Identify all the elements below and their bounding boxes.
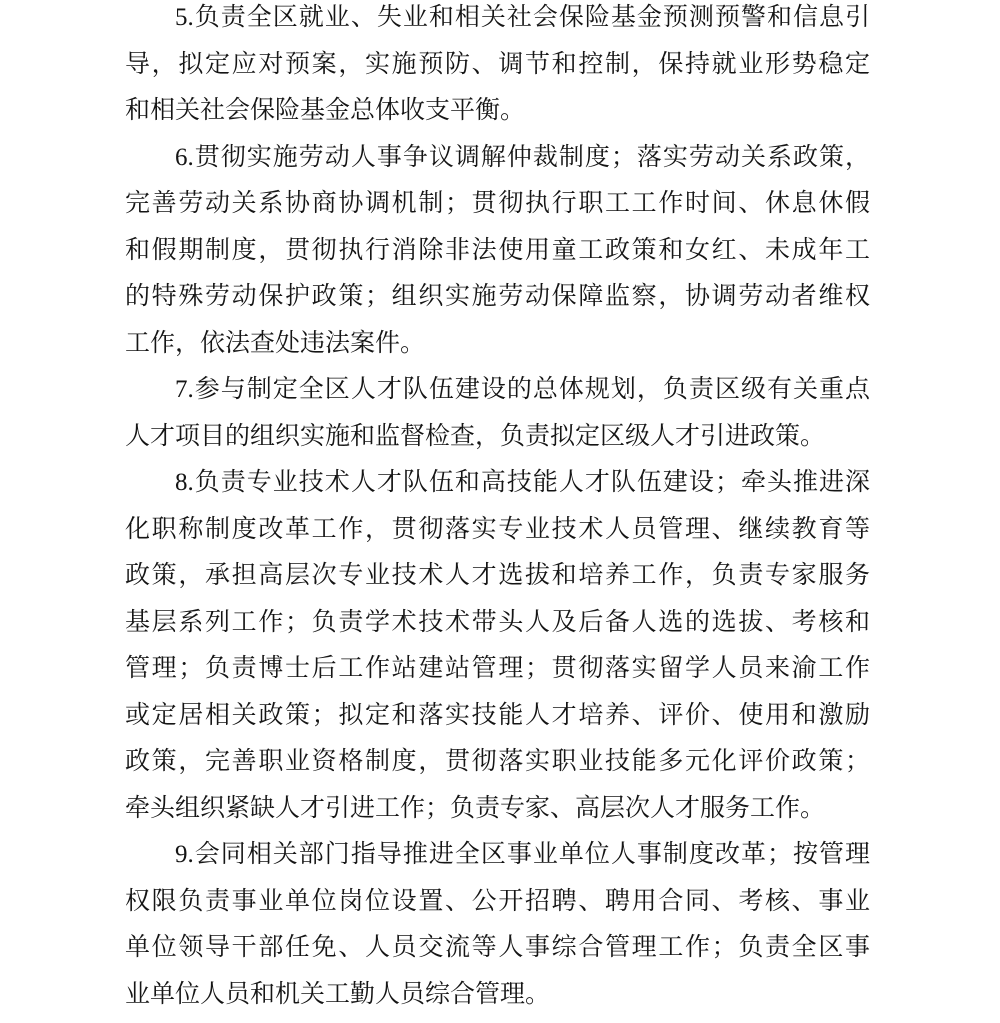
paragraph-5	[125, 0, 870, 135]
text-line: 9.会同相关部门指导推进全区事业单位人事制度改革；按管理	[175, 841, 870, 868]
text-line: 7.参与制定全区人才队伍建设的总体规划，负责区级有关重点	[175, 376, 870, 403]
text-line: 导，拟定应对预案，实施预防、调节和控制，保持就业形势稳定	[125, 50, 870, 78]
text-line: 基层系列工作；负责学术技术带头人及后备人选的选拔、考核和	[125, 608, 870, 636]
text-line: 的特殊劳动保护政策；组织实施劳动保障监察，协调劳动者维权	[125, 283, 870, 310]
text-line: 牵头组织紧缺人才引进工作；负责专家、高层次人才服务工作。	[125, 794, 826, 822]
text-line: 和相关社会保险基金总体收支平衡。	[125, 97, 526, 124]
text-line: 和假期制度，贯彻执行消除非法使用童工政策和女红、未成年工	[125, 236, 870, 264]
text-line: 单位领导干部任免、人员交流等人事综合管理工作；负责全区事	[125, 934, 870, 961]
paragraph-7	[125, 367, 870, 460]
text-line: 完善劳动关系协商协调机制；贯彻执行职工工作时间、休息休假	[125, 190, 870, 217]
text-line: 政策，完善职业资格制度，贯彻落实职业技能多元化评价政策；	[125, 748, 870, 775]
text-line: 权限负责事业单位岗位设置、公开招聘、聘用合同、考核、事业	[125, 887, 870, 915]
text-line: 人才项目的组织实施和监督检查，负责拟定区级人才引进政策。	[125, 422, 826, 450]
text-line: 管理；负责博士后工作站建站管理；贯彻落实留学人员来渝工作	[125, 655, 870, 682]
paragraph-9	[125, 832, 870, 1018]
text-line: 5.负责全区就业、失业和相关社会保险基金预测预警和信息引	[175, 4, 870, 31]
text-line: 政策，承担高层次专业技术人才选拔和培养工作，负责专家服务	[125, 562, 870, 589]
document-body	[125, 0, 870, 1018]
text-line: 6.贯彻实施劳动人事争议调解仲裁制度；落实劳动关系政策，	[175, 143, 870, 171]
text-line: 工作，依法查处违法案件。	[125, 329, 426, 357]
text-line: 或定居相关政策；拟定和落实技能人才培养、评价、使用和激励	[125, 701, 870, 729]
paragraph-8	[125, 460, 870, 832]
text-line: 业单位人员和机关工勤人员综合管理。	[125, 980, 551, 1008]
text-line: 化职称制度改革工作，贯彻落实专业技术人员管理、继续教育等	[125, 515, 870, 543]
paragraph-6	[125, 135, 870, 368]
text-line: 8.负责专业技术人才队伍和高技能人才队伍建设；牵头推进深	[175, 469, 870, 496]
